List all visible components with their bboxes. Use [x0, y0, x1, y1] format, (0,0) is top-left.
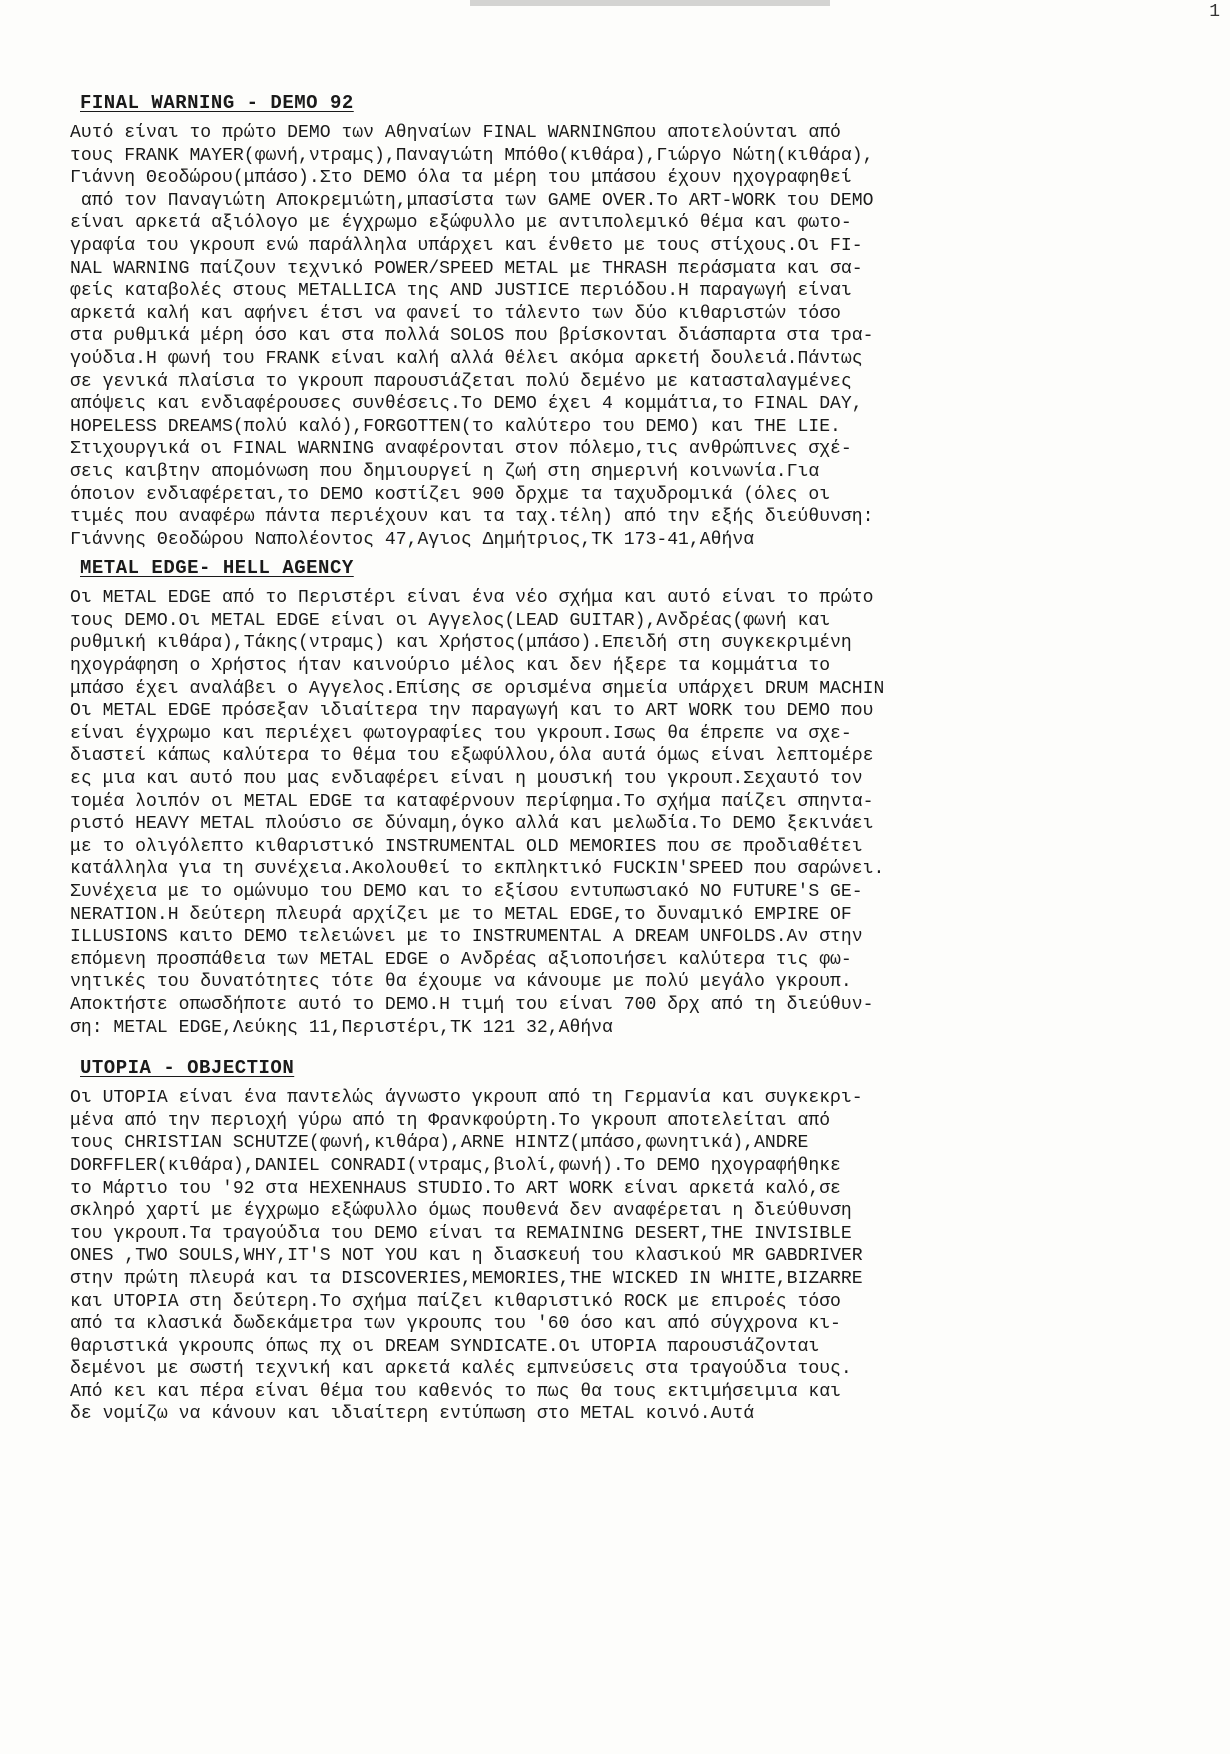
review-final-warning	[70, 92, 1190, 551]
text-line: Οι UTOPIA είναι ένα παντελώς άγνωστο γκρουπ από τη Γερμανία και συγκεκρι-	[70, 1088, 863, 1109]
text-line: ηχογράφηση ο Χρήστος ήταν καινούριο μέλος και δεν ήξερε τα κομμάτια το	[70, 656, 831, 677]
section-body	[70, 1087, 1190, 1426]
page-number: 1	[1209, 2, 1220, 22]
text-line: από τον Παναγιώτη Αποκρεμιώτη,μπασίστα των GAME OVER.Το ART-WORK του DEMO	[70, 190, 874, 211]
text-line: σε γενικά πλαίσια το γκρουπ παρουσιάζεται πολύ δεμένο με κατασταλαγμένες	[70, 371, 852, 392]
text-line: τους CHRISTIAN SCHUTZE(φωνή,κιθάρα),ARNE HINTZ(μπάσο,φωνητικά),ANDRE	[70, 1133, 809, 1154]
text-line: όποιον ενδιαφέρεται,το DEMO κοστίζει 900 δρχμε τα ταχυδρομικά (όλες οι	[70, 484, 831, 505]
text-line: νητικές του δυνατότητες τότε θα έχουμε να κάνουμε με πολύ μεγάλο γκρουπ.	[70, 972, 852, 993]
section-title: METAL EDGE- HELL AGENCY	[80, 557, 354, 580]
text-line: Γιάννης Θεοδώρου Ναπολέοντος 47,Αγιος Δημήτριος,ΤΚ 173-41,Αθήνα	[70, 529, 755, 550]
text-line: μένα από την περιοχή γύρω από τη Φρανκφούρτη.Το γκρουπ αποτελείται από	[70, 1110, 831, 1131]
text-line: δε νομίζω να κάνουν και ιδιαίτερη εντύπωση στο METAL κοινό.Αυτά	[70, 1404, 755, 1425]
text-line: Αποκτήστε οπωσδήποτε αυτό το DEMO.Η τιμή του είναι 700 δρχ από τη διεύθυν-	[70, 994, 874, 1015]
text-line: σεις καιβτην απομόνωση που δημιουργεί η ζωή στη σημερινή κοινωνία.Για	[70, 461, 820, 482]
text-line: αρκετά καλή και αφήνει έτσι να φανεί το τάλεντο των δύο κιθαριστών τόσο	[70, 303, 841, 324]
text-line: ρυθμική κιθάρα),Τάκης(ντραμς) και Χρήστος(μπάσο).Επειδή στη συγκεκριμένη	[70, 633, 852, 654]
text-line: NAL WARNING παίζουν τεχνικό POWER/SPEED METAL με THRASH περάσματα και σα-	[70, 258, 863, 279]
text-line: στα ρυθμικά μέρη όσο και στα πολλά SOLOS που βρίσκονται διάσπαρτα στα τρα-	[70, 326, 874, 347]
text-line: Από κει και πέρα είναι θέμα του καθενός το πως θα τους εκτιμήσειμια και	[70, 1381, 841, 1402]
text-line: τιμές που αναφέρω πάντα περιέχουν και τα ταχ.τέλη) από την εξής διεύθυνση:	[70, 507, 874, 528]
text-line: Οι METAL EDGE πρόσεξαν ιδιαίτερα την παραγωγή και το ART WORK του DEMO που	[70, 701, 874, 722]
text-line: γούδια.Η φωνή του FRANK είναι καλή αλλά θέλει ακόμα αρκετή δουλειά.Πάντως	[70, 348, 863, 369]
review-utopia	[70, 1057, 1190, 1426]
section-title: UTOPIA - OBJECTION	[80, 1057, 295, 1080]
text-line: ριστό HEAVY METAL πλούσιο σε δύναμη,όγκο αλλά και μελωδία.Το DEMO ξεκινάει	[70, 814, 874, 835]
text-line: σκληρό χαρτί με έγχρωμο εξώφυλλο όμως πουθενά δεν αναφέρεται η διεύθυνση	[70, 1201, 852, 1222]
text-line: Στιχουργικά οι FINAL WARNING αναφέρονται στον πόλεμο,τις ανθρώπινες σχέ-	[70, 439, 852, 460]
text-line: απόψεις και ενδιαφέρουσες συνθέσεις.Το DEMO έχει 4 κομμάτια,το FINAL DAY,	[70, 394, 863, 415]
text-line: διαστεί κάπως καλύτερα το θέμα του εξωφύλλου,όλα αυτά όμως είναι λεπτομέρε	[70, 746, 874, 767]
text-line: επόμενη προσπάθεια των METAL EDGE ο Ανδρέας αξιοποιήσει καλύτερα τις φω-	[70, 949, 852, 970]
text-line: μπάσο έχει αναλάβει ο Αγγελος.Επίσης σε ορισμένα σημεία υπάρχει DRUM MACHIN	[70, 678, 885, 699]
section-body	[70, 587, 1190, 1039]
text-line: DORFFLER(κιθάρα),DANIEL CONRADI(ντραμς,βιολί,φωνή).Το DEMO ηχογραφήθηκε	[70, 1155, 841, 1176]
text-line: Οι METAL EDGE από το Περιστέρι είναι ένα νέο σχήμα και αυτό είναι το πρώτο	[70, 588, 874, 609]
text-line: τους FRANK MAYER(φωνή,ντραμς),Παναγιώτη Μπόθο(κιθάρα),Γιώργο Νώτη(κιθάρα),	[70, 145, 874, 166]
text-line: δεμένοι με σωστή τεχνική και αρκετά καλές εμπνεύσεις στα τραγούδια τους.	[70, 1359, 852, 1380]
section-title: FINAL WARNING - DEMO 92	[80, 92, 354, 114]
text-line: και UTOPIA στη δεύτερη.Το σχήμα παίζει κιθαριστικό ROCK με επιροές τόσο	[70, 1291, 841, 1312]
text-line: του γκρουπ.Τα τραγούδια του DEMO είναι τα REMAINING DESERT,THE INVISIBLE	[70, 1223, 852, 1244]
text-line: θαριστικά γκρουπς όπως πχ οι DREAM SYNDICATE.Οι UTOPIA παρουσιάζονται	[70, 1336, 820, 1357]
review-metal-edge	[70, 557, 1190, 1039]
text-line: τους DEMO.Οι METAL EDGE είναι οι Αγγελος(LEAD GUITAR),Ανδρέας(φωνή και	[70, 610, 831, 631]
text-line: NERATION.Η δεύτερη πλευρά αρχίζει με το METAL EDGE,το δυναμικό EMPIRE OF	[70, 904, 852, 925]
text-line: με το ολιγόλεπτο κιθαριστικό INSTRUMENTAL OLD MEMORIES που σε προδιαθέτει	[70, 836, 863, 857]
text-line: κατάλληλα για τη συνέχεια.Ακολουθεί το εκπληκτικό FUCKIN'SPEED που σαρώνει.	[70, 859, 885, 880]
text-line: από τα κλασικά δωδεκάμετρα των γκρουπς του '60 όσο και από σύγχρονα κι-	[70, 1314, 841, 1335]
text-line: στην πρώτη πλευρά και τα DISCOVERIES,MEMORIES,THE WICKED IN WHITE,BIZARRE	[70, 1268, 863, 1289]
text-line: τομέα λοιπόν οι METAL EDGE τα καταφέρνουν περίφημα.Το σχήμα παίζει σπηντα-	[70, 791, 874, 812]
scan-smudge	[470, 0, 830, 6]
section-body	[70, 122, 1190, 551]
text-line: γραφία του γκρουπ ενώ παράλληλα υπάρχει και ένθετο με τους στίχους.Οι FI-	[70, 235, 863, 256]
text-line: ILLUSIONS καιτο DEMO τελειώνει με το INSTRUMENTAL A DREAM UNFOLDS.Αν στην	[70, 927, 863, 948]
text-line: το Μάρτιο του '92 στα HEXENHAUS STUDIO.Το ART WORK είναι αρκετά καλό,σε	[70, 1178, 841, 1199]
text-line: ες μια και αυτό που μας ενδιαφέρει είναι η μουσική του γκρουπ.Σεχαυτό τον	[70, 769, 863, 790]
text-line: Συνέχεια με το ομώνυμο του DEMO και το εξίσου εντυπωσιακό NO FUTURE'S GE-	[70, 882, 863, 902]
text-line: φείς καταβολές στους METALLICA της AND JUSTICE περιόδου.Η παραγωγή είναι	[70, 281, 852, 302]
text-line: HOPELESS DREAMS(πολύ καλό),FORGOTTEN(το καλύτερο του DEMO) και THE LIE.	[70, 416, 841, 437]
text-line: είναι έγχρωμο και περιέχει φωτογραφίες του γκρουπ.Ισως θα έπρεπε να σχε-	[70, 723, 852, 744]
text-line: ση: METAL EDGE,Λεύκης 11,Περιστέρι,ΤΚ 121 32,Αθήνα	[70, 1017, 613, 1038]
text-line: ONES ,TWO SOULS,WHY,IT'S NOT YOU και η διασκευή του κλασικού MR GABDRIVER	[70, 1246, 863, 1267]
text-line: είναι αρκετά αξιόλογο με έγχρωμο εξώφυλλο με αντιπολεμικό θέμα και φωτο-	[70, 213, 852, 234]
text-line: Γιάννη Θεοδώρου(μπάσο).Στο DEMO όλα τα μέρη του μπάσου έχουν ηχογραφηθεί	[70, 168, 852, 189]
text-line: Αυτό είναι το πρώτο DEMO των Αθηναίων FINAL WARNINGπου αποτελούνται από	[70, 123, 841, 143]
